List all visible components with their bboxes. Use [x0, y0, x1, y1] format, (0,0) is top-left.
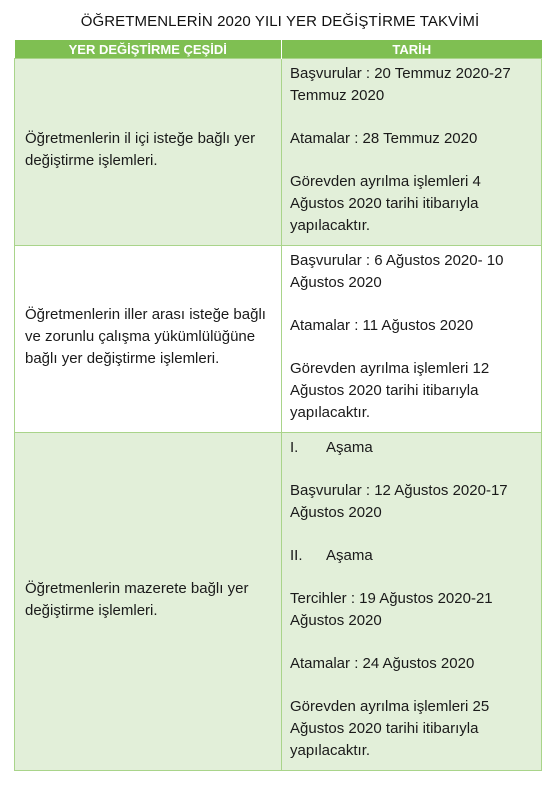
- assignment-date: Atamalar : 28 Temmuz 2020: [290, 130, 478, 147]
- header-date: TARİH: [282, 40, 542, 59]
- application-dates: Başvurular : 20 Temmuz 2020-27 Temmuz 2020: [290, 65, 511, 104]
- application-dates: Başvurular : 6 Ağustos 2020- 10 Ağustos 2020: [290, 252, 504, 291]
- assignment-date: Atamalar : 24 Ağustos 2020: [290, 655, 475, 672]
- phase-one-number: I.: [290, 439, 299, 456]
- date-cell-il-ici: [282, 59, 542, 246]
- schedule-table: [14, 40, 542, 771]
- phase-two-number: II.: [290, 547, 303, 564]
- header-type: YER DEĞİŞTİRME ÇEŞİDİ: [15, 40, 282, 59]
- document-title: ÖĞRETMENLERİN 2020 YILI YER DEĞİŞTİRME TAKVİMİ: [80, 13, 480, 30]
- phase-one-heading: [290, 437, 535, 459]
- phase-two-heading: [290, 545, 535, 567]
- table-row: [15, 246, 542, 433]
- phase-one-label: Aşama: [326, 439, 373, 456]
- table-row: [15, 433, 542, 771]
- date-cell-iller-arasi: [282, 246, 542, 433]
- type-cell-iller-arasi: Öğretmenlerin iller arası isteğe bağlı ve zorunlu çalışma yükümlülüğüne bağlı yer değiştirme işlemleri.: [15, 246, 282, 433]
- date-cell-mazeret: [282, 433, 542, 771]
- type-cell-il-ici: Öğretmenlerin il içi isteğe bağlı yer değiştirme işlemleri.: [15, 59, 282, 246]
- table-header-row: [15, 40, 542, 59]
- table-row: [15, 59, 542, 246]
- type-cell-mazeret: Öğretmenlerin mazerete bağlı yer değiştirme işlemleri.: [15, 433, 282, 771]
- departure-note: Görevden ayrılma işlemleri 25 Ağustos 2020 tarihi itibarıyla yapılacaktır.: [290, 698, 490, 759]
- assignment-date: Atamalar : 11 Ağustos 2020: [290, 317, 474, 334]
- application-dates: Başvurular : 12 Ağustos 2020-17 Ağustos 2020: [290, 482, 508, 521]
- departure-note: Görevden ayrılma işlemleri 12 Ağustos 2020 tarihi itibarıyla yapılacaktır.: [290, 360, 490, 421]
- departure-note: Görevden ayrılma işlemleri 4 Ağustos 2020 tarihi itibarıyla yapılacaktır.: [290, 173, 481, 234]
- preference-dates: Tercihler : 19 Ağustos 2020-21 Ağustos 2020: [290, 590, 493, 629]
- phase-two-label: Aşama: [326, 547, 373, 564]
